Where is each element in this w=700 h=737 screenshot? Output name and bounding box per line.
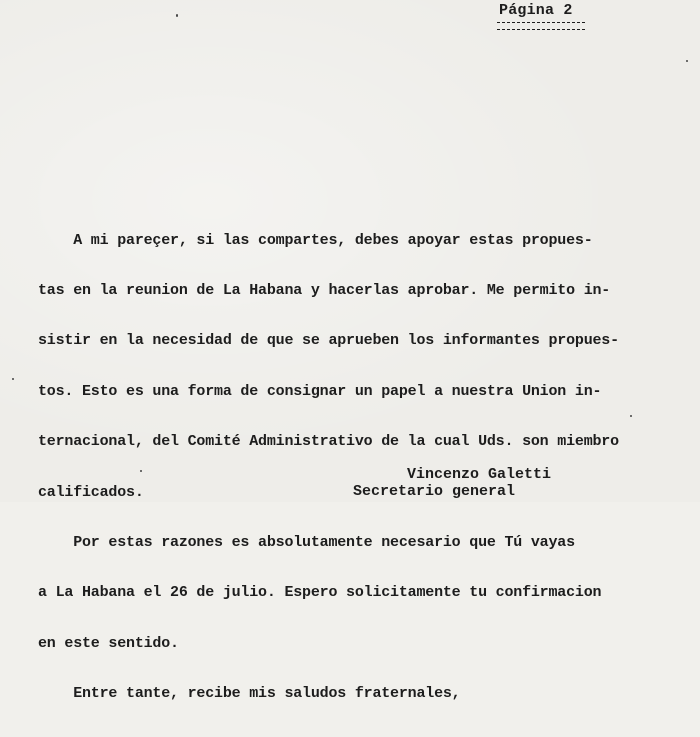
letter-line: a La Habana el 26 de julio. Espero solicitamente tu confirmacion bbox=[38, 584, 602, 602]
letter-line: A mi pareçer, si las compartes, debes apoyar estas propues- bbox=[38, 231, 593, 249]
letter-line: en este sentido. bbox=[38, 634, 179, 652]
letter-line: calificados. bbox=[38, 483, 144, 501]
page-number-header bbox=[499, 2, 573, 19]
letter-line: tos. Esto es una forma de consignar un papel a nuestra Union in- bbox=[38, 382, 602, 400]
letter-line: tas en la reunion de La Habana y hacerlas aprobar. Me permito in- bbox=[38, 281, 611, 299]
paper-speck bbox=[686, 60, 688, 62]
paper-speck bbox=[12, 378, 14, 380]
page-label-underline bbox=[497, 22, 585, 30]
letter-line: sistir en la necesidad de que se aprueben los informantes propues- bbox=[38, 332, 619, 350]
letter-line: Entre tante, recibe mis saludos fraternales, bbox=[38, 685, 461, 703]
letter-line: Por estas razones es absolutamente necesario que Tú vayas bbox=[38, 533, 575, 551]
letter-line: ternacional, del Comité Administrativo de la cual Uds. son miembro bbox=[38, 433, 619, 451]
page-label: Página 2 bbox=[499, 2, 573, 19]
signer-name: Vincenzo Galetti bbox=[353, 466, 552, 483]
signer-title: Secretario general bbox=[353, 483, 516, 500]
signature-block bbox=[353, 466, 551, 500]
paper-speck bbox=[140, 470, 142, 472]
paper-speck bbox=[630, 415, 632, 417]
paper-speck bbox=[176, 14, 178, 17]
